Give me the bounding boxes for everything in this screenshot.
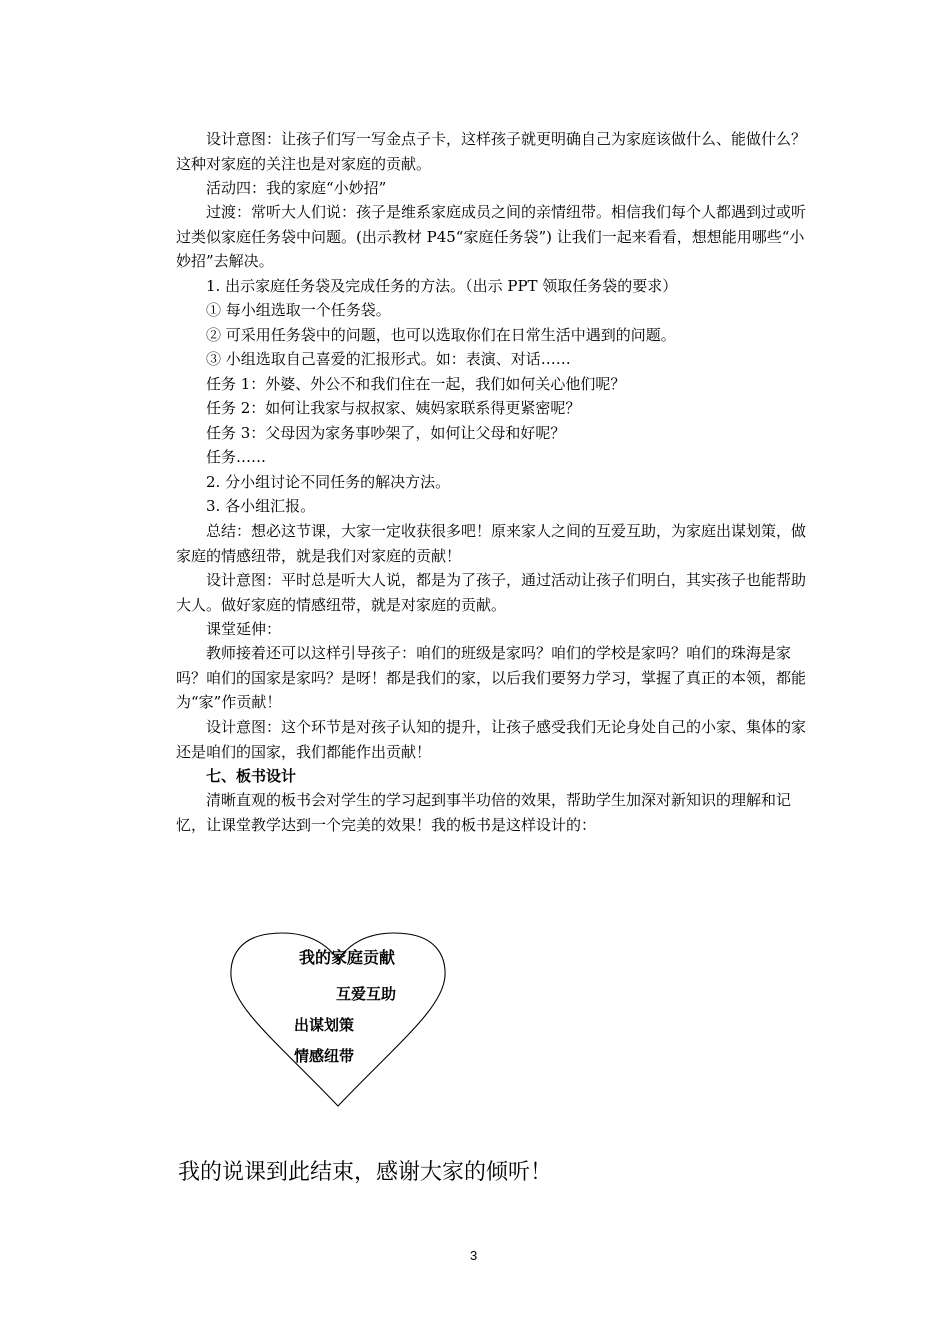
- board-item-mutual-help: 互爱互助: [336, 985, 397, 1003]
- page-number: 3: [470, 1248, 478, 1263]
- step-3: 3. 各小组汇报。: [206, 497, 316, 515]
- task-3: 任务 3：父母因为家务事吵架了，如何让父母和好呢？: [206, 424, 566, 442]
- step-1: 1. 出示家庭任务袋及完成任务的方法。（出示 PPT 领取任务袋的要求）: [206, 277, 678, 295]
- paragraph-board-intro: 清晰直观的板书会对学生的学习起到事半功倍的效果，帮助学生加深对新知识的理解和记忆，让课堂教学达到一个完美的效果！我的板书是这样设计的：: [176, 791, 792, 834]
- activity-four-title: 活动四：我的家庭“小妙招”: [206, 179, 387, 197]
- task-1: 任务 1：外婆、外公不和我们住在一起，我们如何关心他们呢？: [206, 375, 626, 393]
- rule-2: ② 可采用任务袋中的问题，也可以选取你们在日常生活中遇到的问题。: [206, 326, 676, 344]
- task-2: 任务 2：如何让我家与叔叔家、姨妈家联系得更紧密呢？: [206, 399, 581, 417]
- paragraph-summary: 总结：想必这节课，大家一定收获很多吧！原来家人之间的互爱互助，为家庭出谋划策，做家庭的情感纽带，就是我们对家庭的贡献！: [176, 522, 807, 565]
- step-2: 2. 分小组讨论不同任务的解决方法。: [206, 473, 451, 491]
- paragraph-extension: 教师接着还可以这样引导孩子：咱们的班级是家吗？咱们的学校是家吗？咱们的珠海是家吗？咱们的国家是家吗？是呀！都是我们的家，以后我们要努力学习，掌握了真正的本领，都能为“家”作贡献！: [176, 644, 807, 711]
- board-item-bond: 情感纽带: [294, 1047, 355, 1065]
- board-title: 我的家庭贡献: [299, 948, 396, 967]
- rule-1: ① 每小组选取一个任务袋。: [206, 301, 391, 319]
- paragraph-transition: 过渡：常听大人们说：孩子是维系家庭成员之间的亲情纽带。相信我们每个人都遇到过或听过类似家庭任务袋中问题。(出示教材 P45“家庭任务袋”) 让我们一起来看看，想想能用哪些“小妙招”去解决。: [176, 203, 807, 270]
- paragraph-design-intent-1: 设计意图：让孩子们写一写金点子卡，这样孩子就更明确自己为家庭该做什么、能做什么？这种对家庭的关注也是对家庭的贡献。: [176, 130, 807, 173]
- paragraph-design-intent-3: 设计意图：这个环节是对孩子认知的提升，让孩子感受我们无论身处自己的小家、集体的家还是咱们的国家，我们都能作出贡献！: [176, 718, 807, 761]
- section-heading: 七、板书设计: [206, 767, 297, 785]
- class-extension-label: 课堂延伸：: [206, 620, 282, 638]
- task-more: 任务……: [206, 448, 267, 466]
- paragraph-design-intent-2: 设计意图：平时总是听大人说，都是为了孩子，通过活动让孩子们明白，其实孩子也能帮助大人。做好家庭的情感纽带，就是对家庭的贡献。: [176, 571, 807, 614]
- board-item-planning: 出谋划策: [294, 1016, 355, 1034]
- closing-remark: 我的说课到此结束，感谢大家的倾听！: [178, 1160, 553, 1185]
- rule-3: ③ 小组选取自己喜爱的汇报形式。如：表演、对话……: [206, 350, 571, 368]
